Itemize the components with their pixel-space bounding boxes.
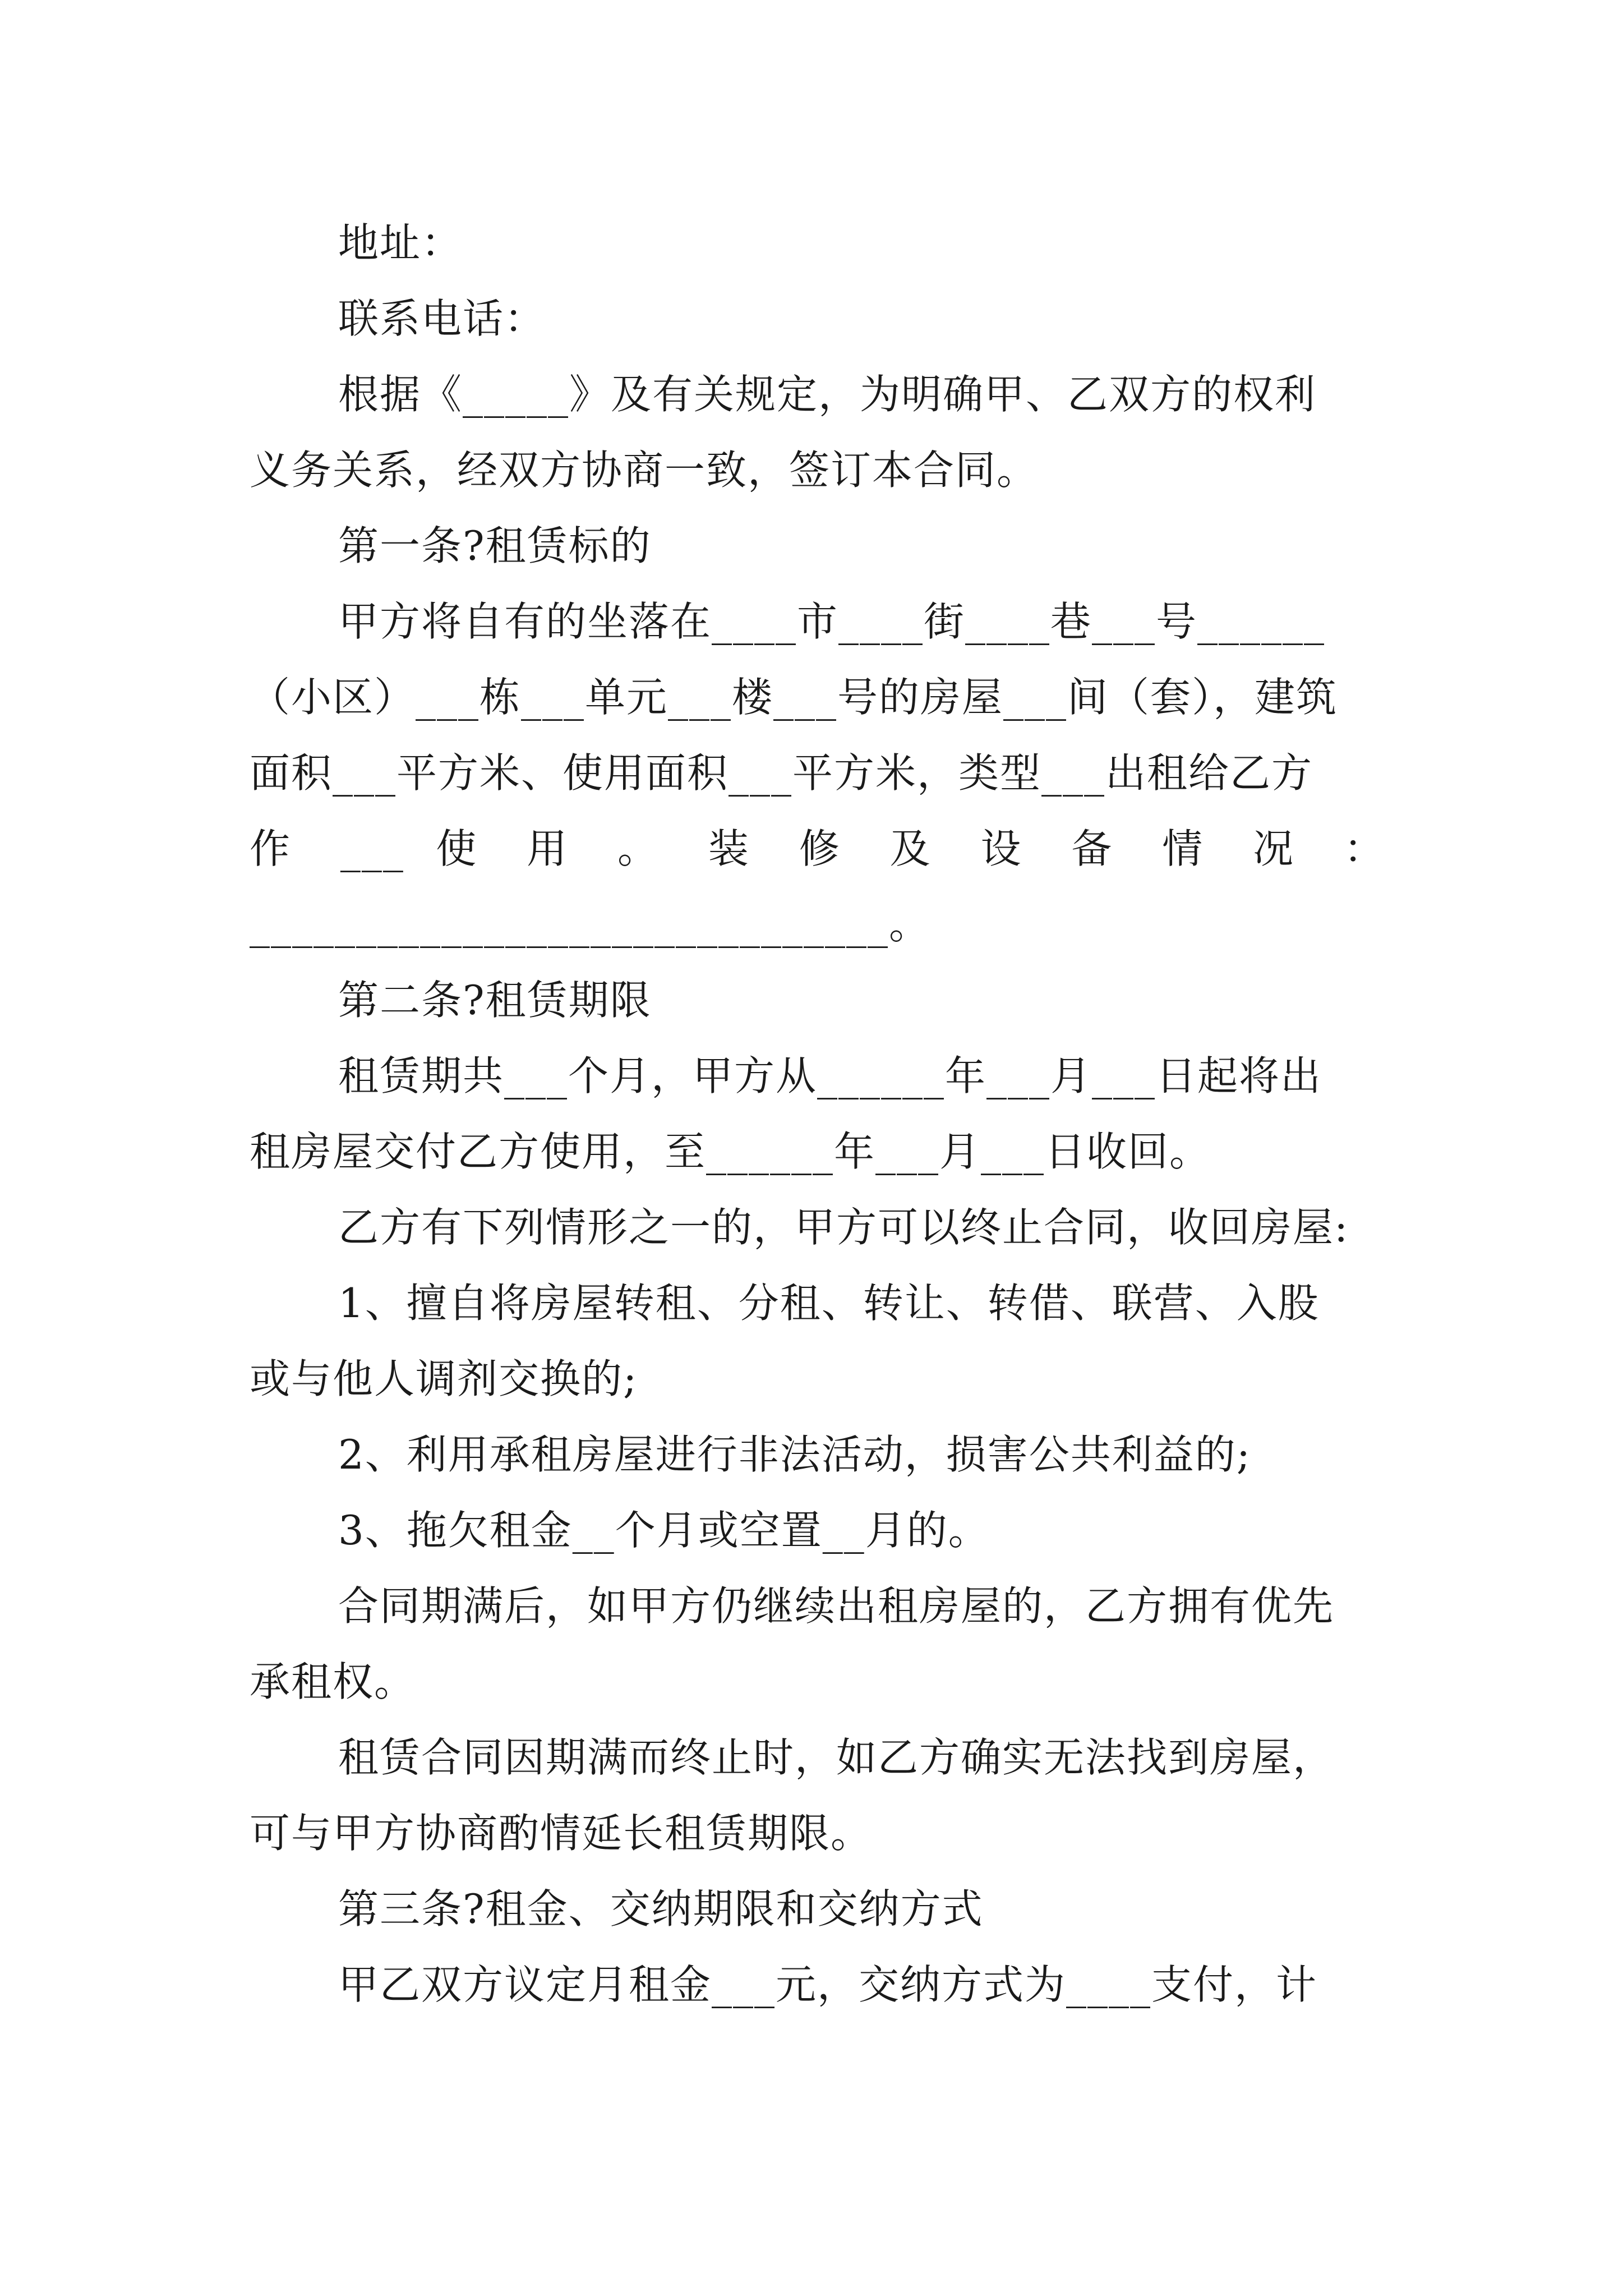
article-3-heading: 第三条?租金、交纳期限和交纳方式 — [338, 1885, 984, 1932]
termination-item-3: 3、拖欠租金__个月或空置__月的。 — [338, 1507, 990, 1554]
extension-line-2: 可与甲方协商酌情延长租赁期限。 — [250, 1810, 873, 1857]
address-label: 地址： — [338, 219, 463, 266]
article-1-heading: 第一条?租赁标的 — [338, 522, 652, 569]
article-1-line-1: 甲方将自有的坐落在____市____街____巷___号______ — [338, 598, 1326, 645]
article-2-line-1: 租赁期共___个月，甲方从______年___月___日起将出 — [338, 1052, 1322, 1099]
article-3-line-1: 甲乙双方议定月租金___元，交纳方式为____支付，计 — [338, 1961, 1318, 2008]
termination-item-1-line-2: 或与他人调剂交换的; — [250, 1355, 638, 1402]
article-1-line-2: （小区）___栋___单元___楼___号的房屋___间（套），建筑 — [250, 674, 1338, 721]
article-1-line-3: 面积___平方米、使用面积___平方米，类型___出租给乙方 — [250, 749, 1313, 797]
article-2-heading: 第二条?租赁期限 — [338, 977, 652, 1024]
extension-line-1: 租赁合同因期满而终止时，如乙方确实无法找到房屋， — [338, 1734, 1335, 1781]
phone-label: 联系电话： — [338, 295, 546, 342]
article-2-line-2: 租房屋交付乙方使用，至______年___月___日收回。 — [250, 1128, 1211, 1175]
preamble-line-1: 根据《_____》及有关规定，为明确甲、乙双方的权利 — [338, 371, 1317, 418]
preamble-line-2: 义务关系，经双方协商一致，签订本合同。 — [250, 447, 1039, 494]
article-1-line-5: ______________________________。 — [250, 901, 930, 948]
renewal-line-1: 合同期满后，如甲方仍继续出租房屋的，乙方拥有优先 — [338, 1582, 1335, 1630]
article-1-line-4: 作 ___ 使 用 。 装 修 及 设 备 情 况 ： — [250, 825, 1385, 872]
termination-item-2: 2、利用承租房屋进行非法活动，损害公共利益的; — [338, 1431, 1252, 1478]
termination-item-1-line-1: 1、擅自将房屋转租、分租、转让、转借、联营、入股 — [338, 1280, 1320, 1327]
termination-intro: 乙方有下列情形之一的，甲方可以终止合同，收回房屋: — [338, 1204, 1349, 1251]
renewal-line-2: 承租权。 — [250, 1658, 416, 1705]
